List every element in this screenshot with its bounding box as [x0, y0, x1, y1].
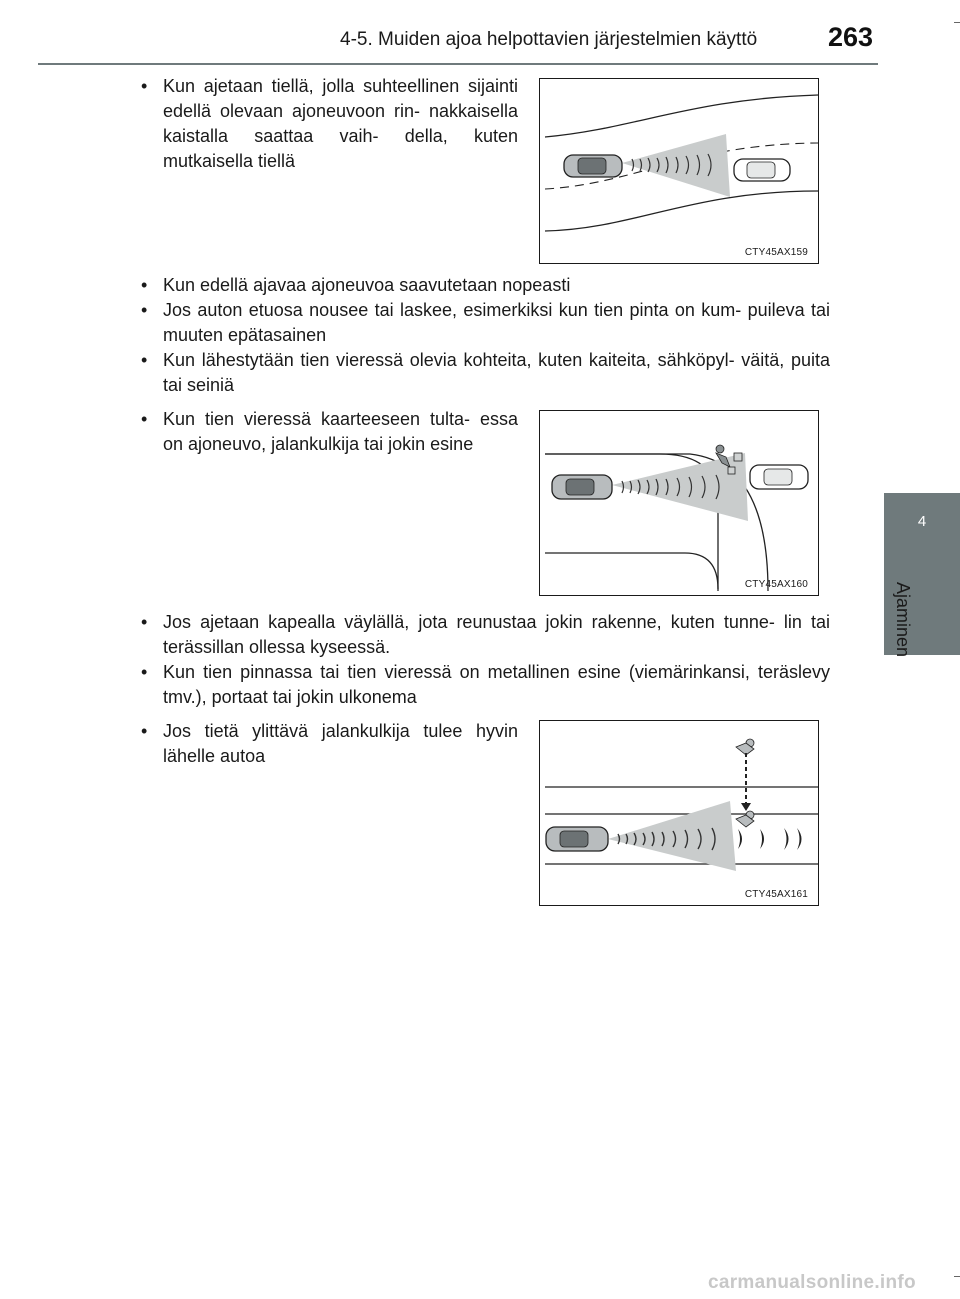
- figure-code: CTY45AX161: [744, 889, 808, 900]
- radar-beam: [622, 134, 730, 197]
- chapter-label: Ajaminen: [893, 582, 913, 658]
- bullet-curvy-road: • Kun ajetaan tiellä, jolla suhteellinen sijainti edellä olevaan ajoneuvoon rin- nakkaisella kaistalla saattaa vaih- della, kuten mutkaisella tiellä: [130, 74, 518, 174]
- own-car-icon: [564, 155, 622, 177]
- figure-crossing-pedestrian: [539, 720, 819, 906]
- chapter-number: 4: [917, 513, 927, 530]
- bullet-curve-object: • Kun tien vieressä kaarteeseen tulta- essa on ajoneuvo, jalankulkija tai jokin esine: [130, 407, 518, 457]
- own-car-icon: [546, 827, 608, 851]
- bullet-crossing-pedestrian: • Jos tietä ylittävä jalankulkija tulee hyvin lähelle autoa: [130, 719, 518, 769]
- crop-mark-bottom: [954, 1276, 960, 1277]
- figure-code: CTY45AX159: [744, 247, 808, 258]
- figure-curvy-road: [539, 78, 819, 264]
- header-rule: [38, 63, 878, 65]
- bullet-narrow-passage: • Jos ajetaan kapealla väylällä, jota reunustaa jokin rakenne, kuten tunne- lin tai terässillan ollessa kyseessä.: [130, 610, 830, 660]
- curve-object-illustration: [540, 411, 819, 596]
- curvy-road-illustration: [540, 79, 819, 264]
- bullet-metal-object: • Kun tien pinnassa tai tien vieressä on metallinen esine (viemärinkansi, teräslevy tmv.), portaat tai jokin ulkonema: [130, 660, 830, 710]
- watermark: carmanualsonline.info: [708, 1272, 916, 1293]
- crop-mark-top: [954, 22, 960, 23]
- own-car-icon: [552, 475, 612, 499]
- roadside-car-icon: [750, 465, 808, 489]
- figure-code: CTY45AX160: [744, 579, 808, 590]
- bullet-uneven-road: • Jos auton etuosa nousee tai laskee, esimerkiksi kun tien pinta on kum- puileva tai muuten epätasainen: [130, 298, 830, 348]
- section-title: 4-5. Muiden ajoa helpottavien järjestelmien käyttö: [340, 29, 758, 50]
- figure-curve-object: [539, 410, 819, 596]
- target-car-icon: [734, 159, 790, 181]
- bullet-roadside-objects: • Kun lähestytään tien vieressä olevia kohteita, kuten kaiteita, sähköpyl- väitä, puita tai seiniä: [130, 348, 830, 398]
- arrow-head: [741, 803, 751, 811]
- page-number: 263: [828, 22, 874, 52]
- bullet-approach-fast: • Kun edellä ajavaa ajoneuvoa saavutetaan nopeasti: [130, 273, 830, 298]
- pedestrian-start-icon: [736, 739, 754, 755]
- crossing-pedestrian-illustration: [540, 721, 819, 906]
- radar-waves-outside: [738, 828, 802, 850]
